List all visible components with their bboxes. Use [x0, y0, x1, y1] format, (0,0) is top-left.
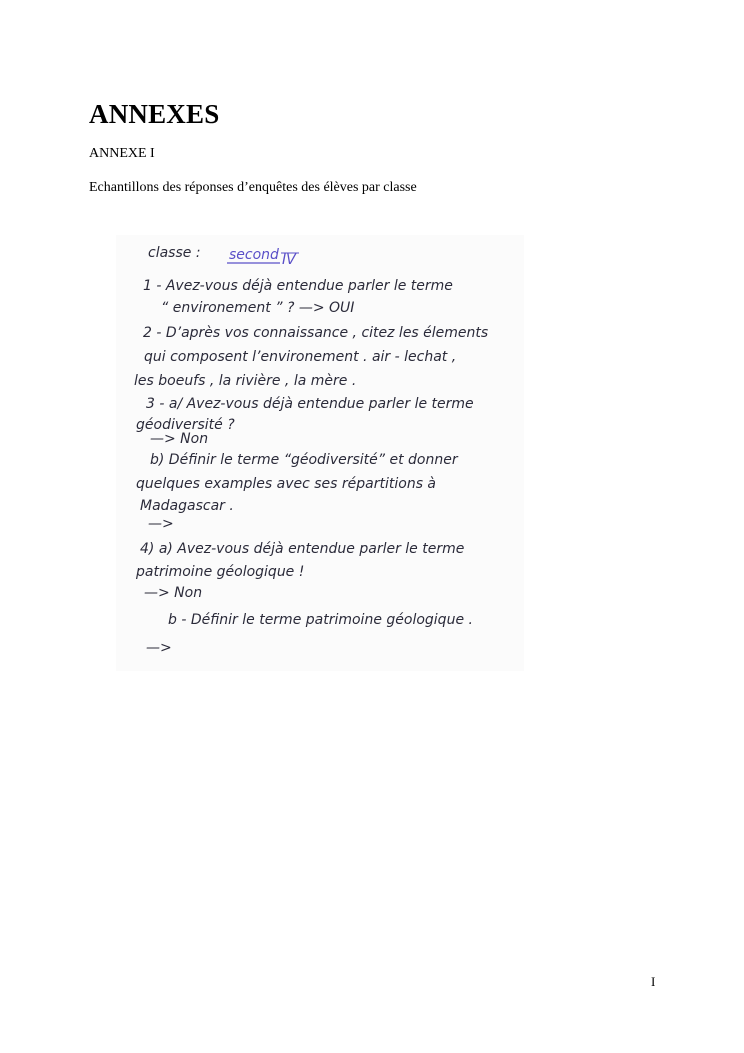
page-title: ANNEXES	[89, 99, 220, 129]
scan-svg	[116, 235, 524, 671]
scan-line-q3b-cont2: Madagascar .	[140, 498, 234, 514]
scan-line-q1: 1 - Avez-vous déjà entendue parler le terme	[143, 278, 453, 294]
scan-line-q4a: 4) a) Avez-vous déjà entendue parler le terme	[140, 541, 465, 557]
scan-line-q3a-cont: géodiversité ?	[136, 417, 235, 433]
scan-line-q4a-cont: patrimoine géologique !	[136, 564, 305, 580]
scan-line-q2-cont: qui composent l’environement . air - lechat ,	[144, 349, 457, 365]
page-number: I	[651, 974, 656, 989]
scan-line-q3a: 3 - a/ Avez-vous déjà entendue parler le terme	[146, 396, 474, 412]
scan-line-q4b-answer: —>	[146, 640, 172, 656]
handwritten-questionnaire-scan	[116, 235, 524, 671]
scan-line-q3b: b) Définir le terme “géodiversité” et donner	[150, 452, 458, 468]
scan-line-q4b: b - Définir le terme patrimoine géologique .	[168, 612, 473, 628]
annex-caption: Echantillons des réponses d’enquêtes des élèves par classe	[89, 180, 417, 195]
scan-line-q3b-answer: —>	[148, 516, 174, 532]
scan-line-q2: 2 - D’après vos connaissance , citez les élements	[143, 325, 489, 341]
scan-line-q4a-answer: —> Non	[144, 585, 203, 601]
annex-label: ANNEXE I	[89, 146, 155, 161]
scan-line-q1-answer: “ environement ” ? —> OUI	[161, 300, 355, 316]
scan-line-q3b-cont: quelques examples avec ses répartitions à	[136, 476, 437, 492]
scan-line-class-level: IV	[282, 252, 296, 268]
scan-line-class-value: second	[229, 247, 279, 263]
scan-line-q3a-answer: —> Non	[150, 431, 209, 447]
scan-line-q2-answer: les boeufs , la rivière , la mère .	[134, 373, 357, 389]
scan-line-class: classe :	[148, 245, 201, 261]
